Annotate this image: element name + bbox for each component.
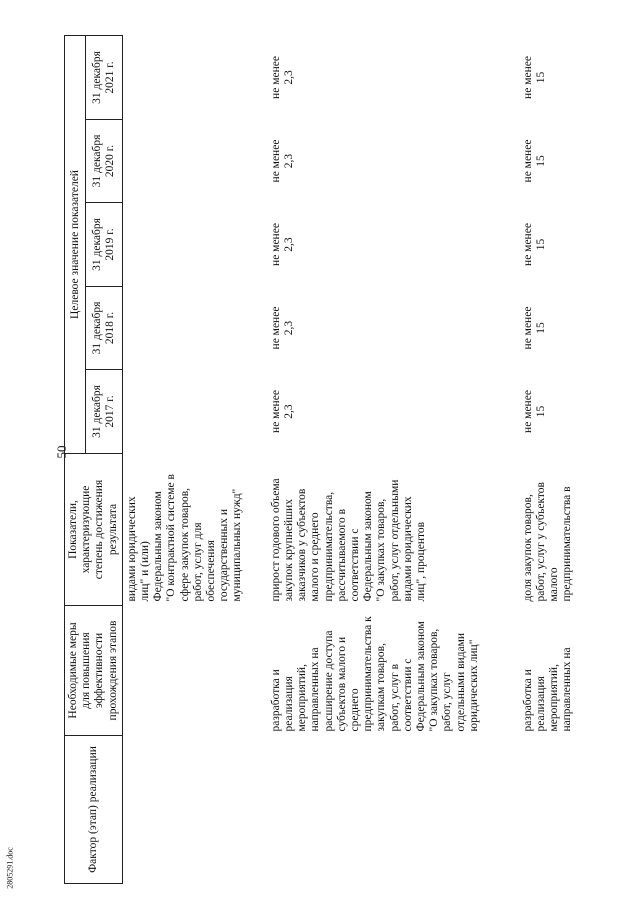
row-measures: разработка и реализация мероприятий, направленных на — [521, 647, 574, 732]
row-value-2021: не менее 15 — [521, 56, 548, 99]
row-value-2017: не менее 15 — [521, 390, 548, 433]
row-factor — [267, 736, 519, 884]
row-indicator: прирост годового объема закупок крупнейших заказчиков у субъектов малого и среднего предпринимательства, рассчитываемого в соответствии с Федеральным законом "О закупках товаров, работ, услуг отдельными видами юридических лиц", процентов — [269, 478, 428, 602]
row-value-2018 — [122, 287, 267, 370]
row-value-2019 — [122, 203, 267, 287]
row-indicator: видами юридических лиц" и (или) Федеральным законом "О контрактной системе в сфере закупок товаров, работ, услуг для обеспечения государственных и муниципальных нужд" — [125, 474, 244, 602]
header-year-2019: 31 декабря 2019 г. — [86, 203, 123, 287]
header-year-2017: 31 декабря 2017 г. — [86, 370, 123, 454]
table-row — [519, 35, 633, 883]
row-value-2017 — [122, 370, 267, 454]
header-year-2018: 31 декабря 2018 г. — [86, 287, 123, 370]
row-value-2020 — [122, 120, 267, 203]
header-factor: Фактор (этап) реализации — [65, 736, 123, 884]
row-value-2018: не менее 15 — [521, 306, 548, 350]
row-indicator: доля закупок товаров, работ, услуг у субъектов малого предпринимательства в — [521, 482, 574, 602]
row-measures — [122, 606, 267, 736]
header-measures: Необходимые меры для повышения эффективности прохождения этапов — [65, 606, 123, 736]
header-indicators: Показатели, характеризующие степень достижения результата — [65, 454, 123, 606]
row-value-2019: не менее 15 — [521, 223, 548, 266]
row-measures: разработка и реализация мероприятий, направленных на расширение доступа субъектов малого и среднего предпринимательства к закупкам товаров, работ, услуг в соответствии с Федеральным законом "О закупках товаров, работ, услуг отдельными видами юридических лиц" — [269, 616, 480, 732]
table-row — [122, 35, 267, 883]
row-value-2019: не менее 2,3 — [269, 223, 296, 266]
targets-table — [64, 35, 633, 884]
row-factor — [519, 736, 633, 884]
row-value-2020: не менее 2,3 — [269, 139, 296, 183]
row-value-2017: не менее 2,3 — [269, 390, 296, 433]
row-factor — [122, 736, 267, 884]
row-value-2021: не менее 2,3 — [269, 56, 296, 99]
header-year-2021: 31 декабря 2021 г. — [86, 35, 123, 119]
table-row — [267, 35, 519, 883]
rotated-page-content — [64, 36, 636, 884]
row-value-2018: не менее 2,3 — [269, 306, 296, 350]
header-row-1 — [65, 35, 86, 883]
header-year-2020: 31 декабря 2020 г. — [86, 120, 123, 203]
page-number-text: 50 — [54, 445, 69, 459]
document-code-text: 2805291.doc — [5, 847, 15, 889]
row-value-2021 — [122, 35, 267, 119]
row-value-2020: не менее 15 — [521, 139, 548, 183]
header-target-values: Целевое значение показателей — [65, 35, 86, 453]
